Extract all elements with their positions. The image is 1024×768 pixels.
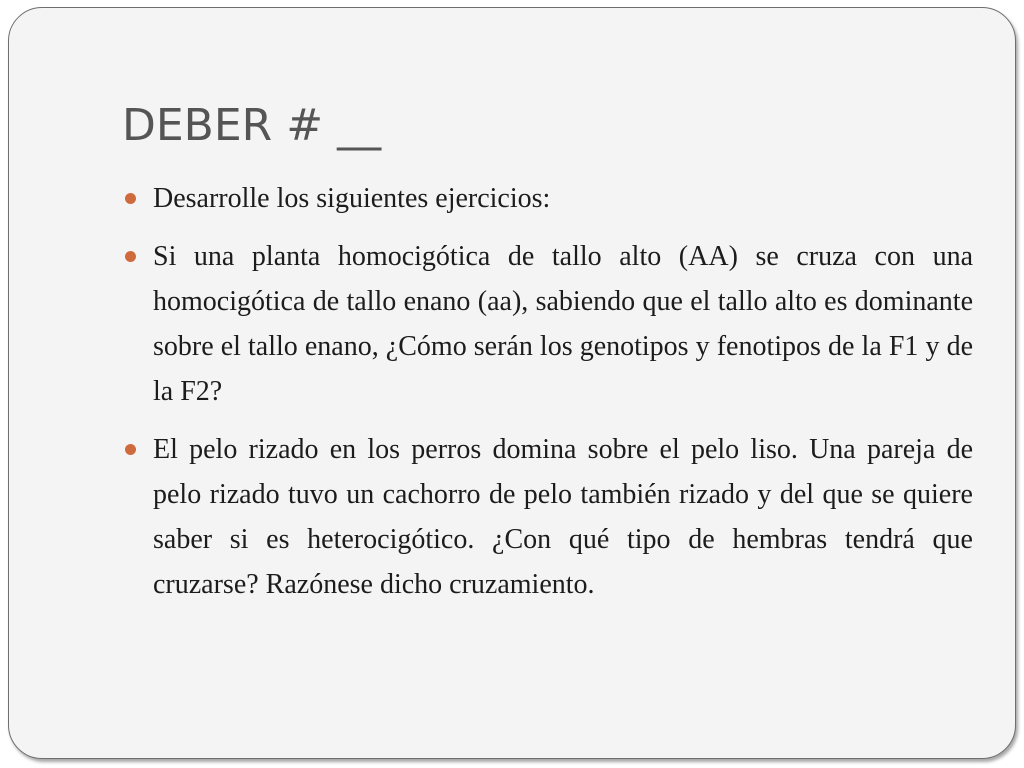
slide-title: DEBER # __: [122, 100, 382, 151]
bullet-item-exercise-2: [153, 427, 973, 607]
bullet-text: Desarrolle los siguientes ejercicios:: [153, 183, 551, 214]
bullet-text: El pelo rizado en los perros domina sobre el pelo liso. Una pareja de pelo rizado tuvo un cachorro de pelo también rizado y del que se quiere saber si es heterocigótico. ¿Con qué tipo de hembras tendrá que cruzarse? Razónese dicho cruzamiento.: [153, 434, 973, 600]
bullet-dot-icon: [125, 251, 136, 262]
bullet-item-instructions: [153, 176, 973, 221]
bullet-text: Si una planta homocigótica de tallo alto (AA) se cruza con una homocigótica de tallo enano (aa), sabiendo que el tallo alto es dominante sobre el tallo enano, ¿Cómo serán los genotipos y fenotipos de la F1 y de la F2?: [153, 241, 973, 407]
bullet-dot-icon: [125, 444, 136, 455]
bullet-item-exercise-1: [153, 234, 973, 414]
bullet-list: [153, 176, 973, 620]
slide: [8, 7, 1016, 759]
bullet-dot-icon: [125, 193, 136, 204]
